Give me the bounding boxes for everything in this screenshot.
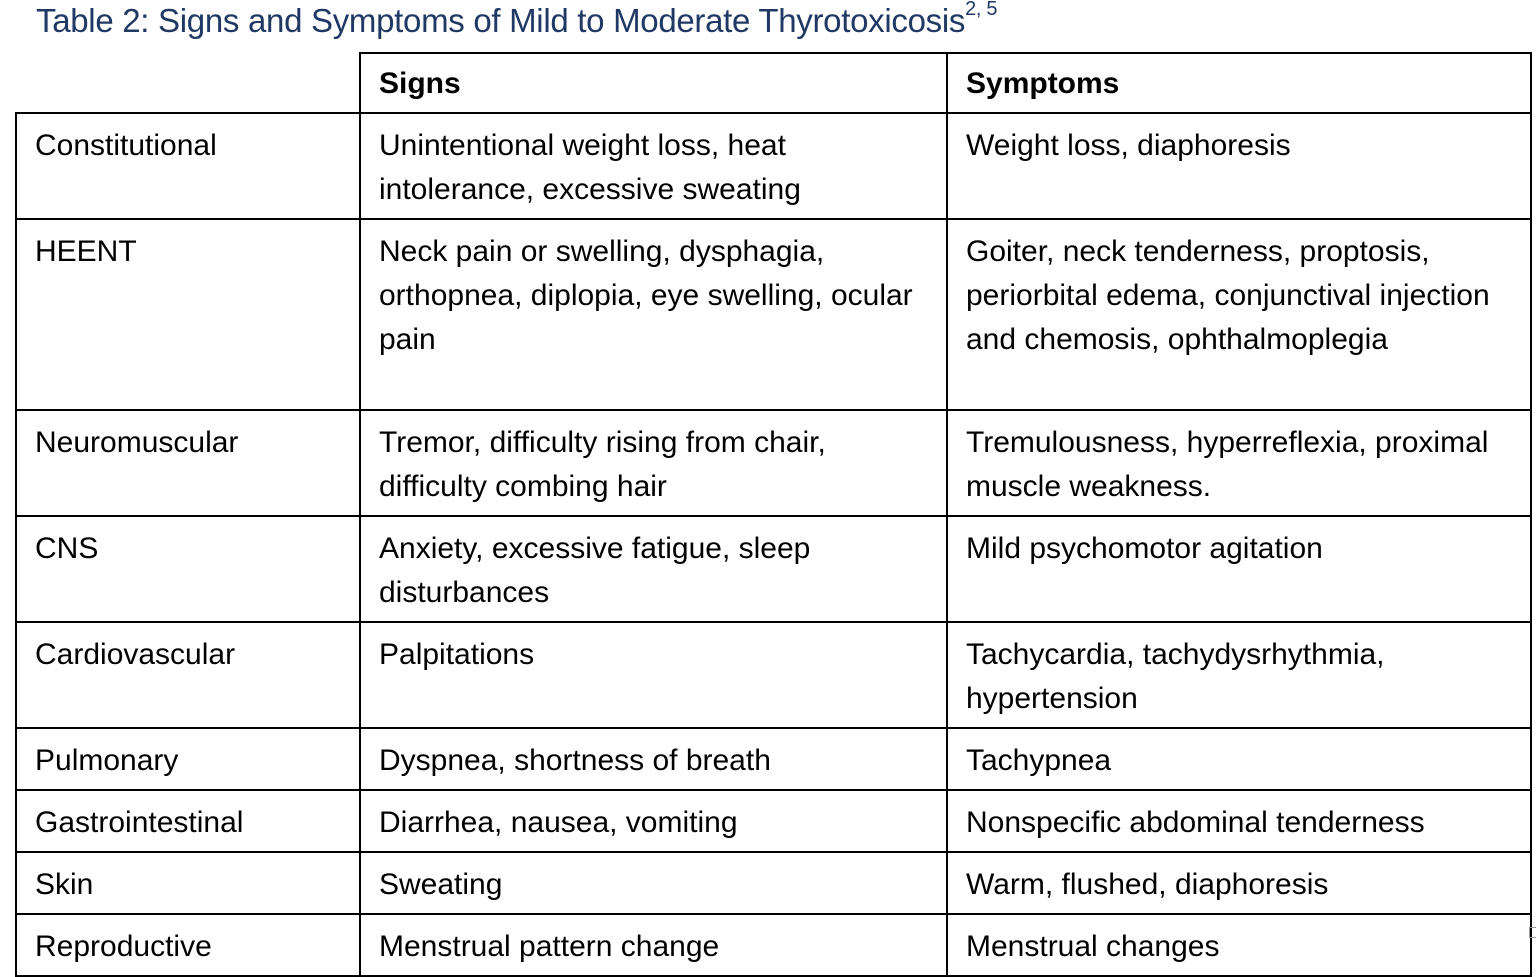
table-row [16,410,1531,516]
symptoms-cell: Weight loss, diaphoresis [947,113,1531,219]
signs-cell: Palpitations [360,622,947,728]
header-row [16,53,1531,113]
signs-cell: Unintentional weight loss, heat intolerance, excessive sweating [360,113,947,219]
system-cell: Constitutional [16,113,360,219]
table-row [16,852,1531,914]
symptoms-cell: Tachycardia, tachydysrhythmia, hypertension [947,622,1531,728]
system-cell: Pulmonary [16,728,360,790]
signs-cell: Tremor, difficulty rising from chair, difficulty combing hair [360,410,947,516]
symptoms-cell: Tremulousness, hyperreflexia, proximal muscle weakness. [947,410,1531,516]
symptoms-cell: Mild psychomotor agitation [947,516,1531,622]
table-row [16,219,1531,410]
symptoms-cell: Menstrual changes [947,914,1531,976]
system-cell: Skin [16,852,360,914]
table-caption [36,2,997,40]
system-cell: Cardiovascular [16,622,360,728]
table-row [16,790,1531,852]
header-signs: Signs [360,53,947,113]
system-cell: Gastrointestinal [16,790,360,852]
signs-cell: Dyspnea, shortness of breath [360,728,947,790]
header-blank [16,53,360,113]
symptoms-cell: Goiter, neck tenderness, proptosis, periorbital edema, conjunctival injection and chemosis, ophthalmoplegia [947,219,1531,410]
symptoms-table [15,52,1532,977]
table-row [16,914,1531,976]
signs-cell: Menstrual pattern change [360,914,947,976]
symptoms-cell: Nonspecific abdominal tenderness [947,790,1531,852]
table-row [16,516,1531,622]
table-row [16,622,1531,728]
signs-cell: Sweating [360,852,947,914]
caption-text: Table 2: Signs and Symptoms of Mild to Moderate Thyrotoxicosis [36,2,966,39]
system-cell: CNS [16,516,360,622]
system-cell: HEENT [16,219,360,410]
signs-cell: Diarrhea, nausea, vomiting [360,790,947,852]
system-cell: Reproductive [16,914,360,976]
symptoms-cell: Tachypnea [947,728,1531,790]
symptoms-cell: Warm, flushed, diaphoresis [947,852,1531,914]
header-symptoms: Symptoms [947,53,1531,113]
system-cell: Neuromuscular [16,410,360,516]
table-row [16,113,1531,219]
resize-handle-icon [1529,927,1536,938]
signs-cell: Neck pain or swelling, dysphagia, orthopnea, diplopia, eye swelling, ocular pain [360,219,947,410]
signs-cell: Anxiety, excessive fatigue, sleep disturbances [360,516,947,622]
table-row [16,728,1531,790]
caption-references: 2, 5 [965,0,998,20]
